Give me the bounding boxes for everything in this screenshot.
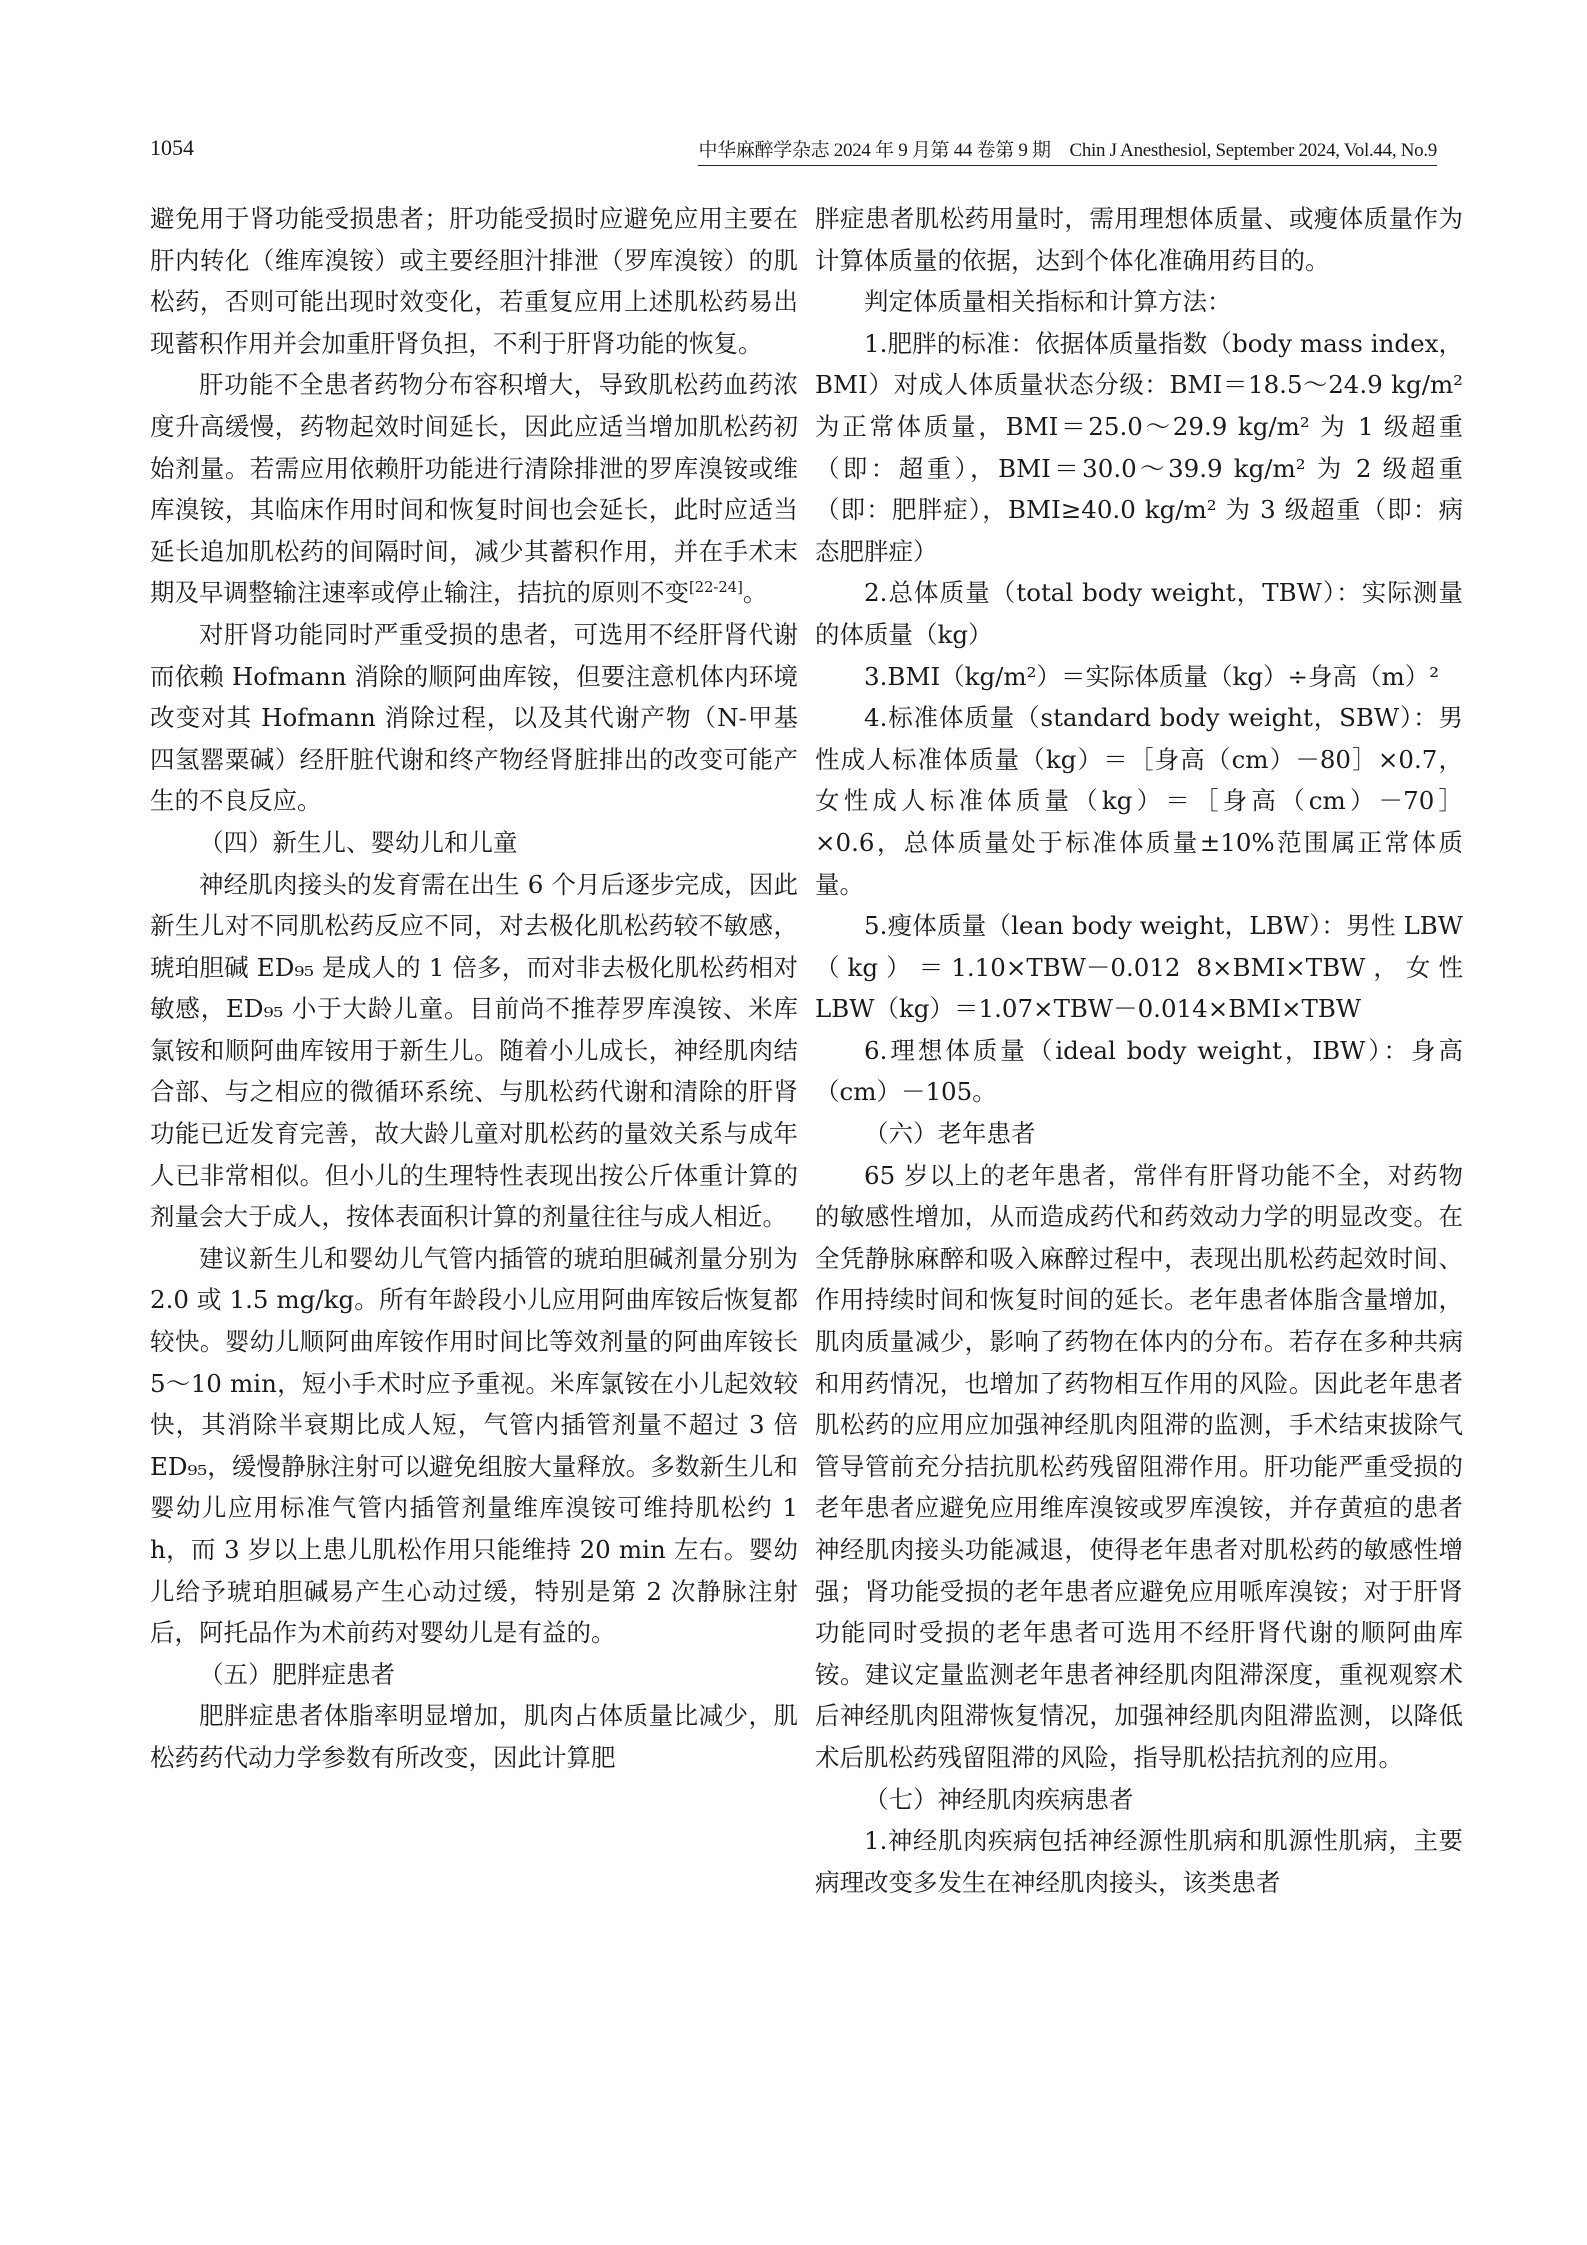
- page-number: 1054: [150, 135, 194, 160]
- paragraph: 避免用于肾功能受损患者；肝功能受损时应避免应用主要在肝内转化（维库溴铵）或主要经胆汁排泄（罗库溴铵）的肌松药，否则可能出现时效变化，若重复应用上述肌松药易出现蓄积作用并会加重肝肾负担，不利于肝肾功能的恢复。: [150, 204, 798, 358]
- paragraph-tail: 。: [742, 578, 768, 608]
- section-heading: （六）老年患者: [864, 1119, 1036, 1149]
- paragraph: 65 岁以上的老年患者，常伴有肝肾功能不全，对药物的敏感性增加，从而造成药代和药效动力学的明显改变。在全凭静脉麻醉和吸入麻醉过程中，表现出肌松药起效时间、作用持续时间和恢复时间的延长。老年患者体脂含量增加，肌肉质量减少，影响了药物在体内的分布。若存在多种共病和用药情况，也增加了药物相互作用的风险。因此老年患者肌松药的应用应加强神经肌肉阻滞的监测，手术结束拔除气管导管前充分拮抗肌松药残留阻滞作用。肝功能严重受损的老年患者应避免应用维库溴铵或罗库溴铵，并存黄疸的患者神经肌肉接头功能减退，使得老年患者对肌松药的敏感性增强；肾功能受损的老年患者应避免应用哌库溴铵；对于肝肾功能同时受损的老年患者可选用不经肝肾代谢的顺阿曲库铵。建议定量监测老年患者神经肌肉阻滞深度，重视观察术后神经肌肉阻滞恢复情况，加强神经肌肉阻滞监测，以降低术后肌松药残留阻滞的风险，指导肌松拮抗剂的应用。: [815, 1160, 1463, 1772]
- section-heading: （七）神经肌肉疾病患者: [864, 1784, 1134, 1814]
- list-item: 4.标准体质量（standard body weight，SBW）：男性成人标准体质量（kg）＝［身高（cm）－80］×0.7，女性成人标准体质量（kg）＝［身高（cm）－70］×0.6，总体质量处于标准体质量±10%范围属正常体质量。: [815, 703, 1463, 899]
- paragraph: 对肝肾功能同时严重受损的患者，可选用不经肝肾代谢而依赖 Hofmann 消除的顺阿曲库铵，但要注意机体内环境改变对其 Hofmann 消除过程，以及其代谢产物（N-甲基四氢罂粟碱）经肝脏代谢和终产物经肾脏排出的改变可能产生的不良反应。: [150, 619, 798, 816]
- left-column: [150, 198, 798, 1779]
- list-item: 6.理想体质量（ideal body weight，IBW）：身高（cm）－105。: [815, 1035, 1463, 1107]
- list-item: 3.BMI（kg/m²）＝实际体质量（kg）÷身高（m）²: [864, 661, 1440, 691]
- paragraph: 胖症患者肌松药用量时，需用理想体质量、或瘦体质量作为计算体质量的依据，达到个体化准确用药目的。: [815, 204, 1463, 275]
- paragraph: 肥胖症患者体脂率明显增加，肌肉占体质量比减少，肌松药药代动力学参数有所改变，因此计算肥: [150, 1701, 798, 1772]
- page-header: [150, 135, 1437, 169]
- paragraph: 神经肌肉接头的发育需在出生 6 个月后逐步完成，因此新生儿对不同肌松药反应不同，对去极化肌松药较不敏感，琥珀胆碱 ED₉₅ 是成人的 1 倍多，而对非去极化肌松药相对敏感，ED₉₅ 小于大龄儿童。目前尚不推荐罗库溴铵、米库氯铵和顺阿曲库铵用于新生儿。随着小儿成长，神经肌肉结合部、与之相应的微循环系统、与肌松药代谢和清除的肝肾功能已近发育完善，故大龄儿童对肌松药的量效关系与成年人已非常相似。但小儿的生理特性表现出按公斤体重计算的剂量会大于成人，按体表面积计算的剂量往往与成人相近。: [150, 869, 798, 1232]
- right-column: [815, 198, 1463, 1903]
- citation: [22-24]: [689, 579, 743, 597]
- list-item: 1.神经肌肉疾病包括神经源性肌病和肌源性肌病，主要病理改变多发生在神经肌肉接头，该类患者: [815, 1826, 1463, 1897]
- section-heading: （四）新生儿、婴幼儿和儿童: [199, 827, 518, 857]
- list-item: 2.总体质量（total body weight，TBW）：实际测量的体质量（kg）: [815, 578, 1463, 649]
- list-item: 5.瘦体质量（lean body weight，LBW）：男性 LBW（kg）＝1.10×TBW－0.012 8×BMI×TBW，女性 LBW（kg）＝1.07×TBW－0.014×BMI×TBW: [815, 911, 1463, 1024]
- list-item: 1.肥胖的标准：依据体质量指数（body mass index，BMI）对成人体质量状态分级：BMI＝18.5～24.9 kg/m² 为正常体质量，BMI＝25.0～29.9 kg/m² 为 1 级超重（即：超重），BMI＝30.0～39.9 kg/m² 为 2 级超重（即：肥胖症），BMI≥40.0 kg/m² 为 3 级超重（即：病态肥胖症）: [815, 328, 1463, 566]
- paragraph-text: 肝功能不全患者药物分布容积增大，导致肌松药血药浓度升高缓慢，药物起效时间延长，因此应适当增加肌松药初始剂量。若需应用依赖肝功能进行清除排泄的罗库溴铵或维库溴铵，其临床作用时间和恢复时间也会延长，此时应适当延长追加肌松药的间隔时间，减少其蓄积作用，并在手术末期及早调整输注速率或停止输注，拮抗的原则不变: [150, 370, 798, 608]
- paragraph: [150, 364, 798, 614]
- section-heading: （五）肥胖症患者: [199, 1659, 395, 1689]
- paragraph: 建议新生儿和婴幼儿气管内插管的琥珀胆碱剂量分别为 2.0 或 1.5 mg/kg。所有年龄段小儿应用阿曲库铵后恢复都较快。婴幼儿顺阿曲库铵作用时间比等效剂量的阿曲库铵长 5～10 min，短小手术时应予重视。米库氯铵在小儿起效较快，其消除半衰期比成人短，气管内插管剂量不超过 3 倍 ED₉₅，缓慢静脉注射可以避免组胺大量释放。多数新生儿和婴幼儿应用标准气管内插管剂量维库溴铵可维持肌松约 1 h，而 3 岁以上患儿肌松作用只能维持 20 min 左右。婴幼儿给予琥珀胆碱易产生心动过缓，特别是第 2 次静脉注射后，阿托品作为术前药对婴幼儿是有益的。: [150, 1243, 798, 1648]
- paragraph: 判定体质量相关指标和计算方法：: [864, 287, 1232, 317]
- running-head: 中华麻醉学杂志 2024 年 9 月第 44 卷第 9 期 Chin J Anesthesiol, September 2024, Vol.44, No.9: [698, 135, 1437, 166]
